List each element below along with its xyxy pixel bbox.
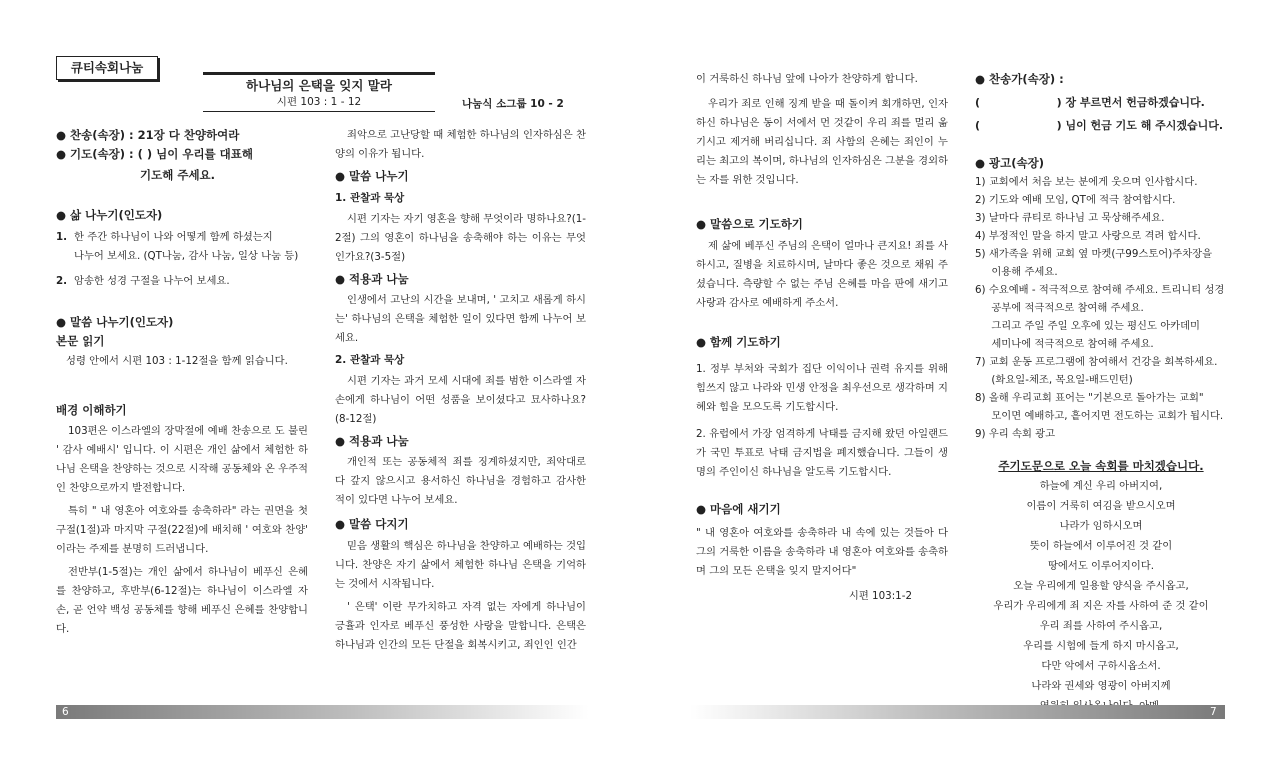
prayer-line: 다만 악에서 구하시옵소서. <box>1041 660 1161 672</box>
right-column-2 <box>975 70 1227 716</box>
group-label: 나눔식 소그룹 10 - 2 <box>462 98 564 110</box>
ad-item: 8) 올해 우리교회 표어는 "기본으로 돌아가는 교회" <box>975 392 1204 404</box>
life-q1-continued: 나누어 보세요. (QT나눔, 감사 나눔, 일상 나눔 등) <box>74 250 299 262</box>
right-footer-bar <box>690 705 1225 719</box>
together-heading: ● 함께 기도하기 <box>696 335 781 349</box>
prayer-line: 오늘 우리에게 일용할 양식을 주시옵고, <box>1013 580 1189 592</box>
lesson-title: 하나님의 은택을 잊지 말라 <box>246 78 392 93</box>
heart-reference: 시편 103:1-2 <box>848 590 912 602</box>
reading-text: 성령 안에서 시편 103 : 1-12절을 함께 읽습니다. <box>66 355 288 367</box>
left-column-2 <box>335 126 586 655</box>
prayer-line: 우리를 시험에 들게 하지 마시옵고, <box>1023 640 1179 652</box>
ad-item: (화요일-체조, 목요일-배드민턴) <box>975 374 1133 386</box>
apply-2-heading: ● 적용과 나눔 <box>335 434 409 448</box>
pray-heading: ● 말씀으로 기도하기 <box>696 217 803 231</box>
ad-item: 9) 우리 속회 광고 <box>975 428 1056 440</box>
word-heading: ● 말씀 나누기(인도자) <box>56 315 174 329</box>
heart-heading: ● 마음에 새기기 <box>696 502 781 516</box>
ad-item: 1) 교회에서 처음 보는 분에게 웃으며 인사합시다. <box>975 176 1198 188</box>
prayer-line: ● 기도(속장) : ( ) 님이 우리를 대표해 <box>56 147 253 161</box>
ad-item: 공부에 적극적으로 참여해 주세요. <box>975 302 1144 314</box>
ad-item: 6) 수요예배 - 적극적으로 참여해 주세요. 트리니티 성경 <box>975 284 1225 296</box>
closing-hymn-line-2: ( ) 님이 헌금 기도 해 주시겠습니다. <box>975 119 1224 132</box>
ads-list <box>975 173 1227 443</box>
prayer-line-2: 기도해 주세요. <box>140 168 216 182</box>
together-item-2: 2. 유럽에서 가장 엄격하게 낙태를 금지해 왔던 아일랜드가 국민 투표로 낙태 금지법을 폐지했습니다. 그들이 생명의 주인이신 하나님을 알도록 기도합시다. <box>696 428 948 478</box>
life-heading: ● 삶 나누기(인도자) <box>56 208 163 222</box>
life-q1-number: 1. <box>56 231 68 243</box>
observe-2-heading: 2. 관찰과 묵상 <box>335 354 405 366</box>
prayer-line: 하늘에 계신 우리 아버지여, <box>1039 480 1163 492</box>
life-q2 <box>56 272 308 291</box>
page-badge: 큐티속회나눔 <box>56 56 158 80</box>
resolve-paragraph-2: ' 은택' 이란 무가치하고 자격 없는 자에게 하나님이 긍휼과 인자로 베푸신 풍성한 사랑을 말합니다. 은택은 하나님과 인간의 모든 단절을 회복시키고, 죄인인 인간 <box>335 601 586 651</box>
lords-prayer <box>975 476 1227 716</box>
reading-heading: 본문 읽기 <box>56 334 105 348</box>
observe-1-text: 시편 기자는 자기 영혼을 향해 무엇이라 명하나요?(1-2절) 그의 영혼이 하나님을 송축해야 하는 이유는 무엇인가요?(3-5절) <box>335 213 586 263</box>
closing-hymn-heading: ● 찬송가(속장) : <box>975 72 1064 86</box>
ad-item: 세미나에 적극적으로 참여해 주세요. <box>975 338 1154 350</box>
right-page-number: 7 <box>1210 706 1217 718</box>
ad-item: 5) 새가족을 위해 교회 옆 마켓(구99스토어)주차장을 <box>975 248 1213 260</box>
lesson-subtitle: 시편 103 : 1 - 12 <box>276 96 362 108</box>
ad-item: 이용해 주세요. <box>975 266 1058 278</box>
ad-item: 3) 날마다 큐티로 하나님 고 묵상해주세요. <box>975 212 1165 224</box>
prayer-line: 뜻이 하늘에서 이루어진 것 같이 <box>1029 540 1173 552</box>
resolve-heading: ● 말씀 다지기 <box>335 517 409 531</box>
prayer-line: 이름이 거룩히 여김을 받으시오며 <box>1026 500 1176 512</box>
prayer-line: 나라와 권세와 영광이 아버지께 <box>1031 680 1171 692</box>
lesson-title-box <box>203 72 435 112</box>
ad-item: 4) 부정적인 말을 하지 말고 사랑으로 격려 합시다. <box>975 230 1201 242</box>
background-heading: 배경 이해하기 <box>56 403 127 417</box>
ad-item: 그리고 주일 주일 오후에 있는 평신도 아카데미 <box>975 320 1200 332</box>
resolve-paragraph-1: 믿음 생활의 핵심은 하나님을 찬양하고 예배하는 것입니다. 찬양은 자기 삶에서 체험한 하나님 은택을 기억하는 것에서 시작됩니다. <box>335 540 586 590</box>
left-column-1 <box>56 126 308 639</box>
ad-item: 2) 기도와 예배 모임, QT에 적극 참여합시다. <box>975 194 1176 206</box>
background-paragraph-1: 103편은 이스라엘의 장막절에 예배 찬송으로 도 불린 ' 감사 예배시' 입니다. 이 시편은 개인 삶에서 체험한 하나님 은택을 찬양하는 것으로 시작해 공동체와 온 우주적인 찬양으로까지 발전합니다. <box>56 425 308 494</box>
heart-verse: " 내 영혼아 여호와를 송축하라 내 속에 있는 것들아 다 그의 거룩한 이름을 송축하라 내 영혼아 여호와를 송축하며 그의 모든 은택을 잊지 말지어다" <box>696 527 948 577</box>
closing-hymn-line-1: ( ) 장 부르면서 헌금하겠습니다. <box>975 96 1205 109</box>
background-paragraph-3: 전반부(1-5절)는 개인 삶에서 하나님이 베푸신 은혜를 찬양하고, 후반부(6-12절)는 하나님이 이스라엘 자손, 곧 언약 백성 공동체를 향해 베푸신 은혜를 찬양합니다. <box>56 566 308 635</box>
pray-text: 제 삶에 베푸신 주님의 은택이 얼마나 큰지요! 죄를 사하시고, 질병을 치료하시며, 날마다 좋은 것으로 채워 주셨습니다. 측량할 수 없는 주님 은혜를 마음 판에 새기고 사랑과 감사로 예배하게 주소서. <box>696 240 948 309</box>
apply-1-heading: ● 적용과 나눔 <box>335 272 409 286</box>
col3-paragraph: 우리가 죄로 인해 징계 받을 때 돌이켜 회개하면, 인자하신 하나님은 동이 서에서 먼 것같이 우리 죄를 멀리 옮기시고 제거해 버리십니다. 죄 사함의 은혜는 죄인이 누리는 최고의 복이며, 하나님의 인자하심은 그분을 경외하는 자를 위한 것입니다. <box>696 98 948 186</box>
ads-heading: ● 광고(속장) <box>975 156 1044 170</box>
left-footer-bar <box>56 705 589 719</box>
life-q2-text: 암송한 성경 구절을 나누어 보세요. <box>74 275 230 287</box>
prayer-line: 나라가 임하시오며 <box>1059 520 1143 532</box>
together-item-1: 1. 정부 부처와 국회가 집단 이익이나 권력 유지를 위해 힘쓰지 않고 나라와 민생 안정을 최우선으로 생각하며 지혜와 힘을 모으도록 기도합시다. <box>696 363 948 413</box>
prayer-line: 우리가 우리에게 죄 지은 자를 사하여 준 것 같이 <box>993 600 1209 612</box>
left-page-number: 6 <box>62 706 69 718</box>
hymn-line: ● 찬송(속장) : 21장 다 찬양하여라 <box>56 128 240 142</box>
col2-intro: 죄악으로 고난당할 때 체험한 하나님의 인자하심은 찬양의 이유가 됩니다. <box>335 129 586 160</box>
prayer-line: 땅에서도 이루어지이다. <box>1047 560 1154 572</box>
share-heading: ● 말씀 나누기 <box>335 169 409 183</box>
life-q1 <box>56 228 308 247</box>
ad-item: 모이면 예배하고, 흩어지면 전도하는 교회가 됩시다. <box>975 410 1224 422</box>
observe-2-text: 시편 기자는 과거 모세 시대에 죄를 범한 이스라엘 자손에게 하나님이 어떤 성품을 보이셨다고 묘사하나요?(8-12절) <box>335 375 586 425</box>
observe-1-heading: 1. 관찰과 묵상 <box>335 192 405 204</box>
background-paragraph-2: 특히 " 내 영혼아 여호와를 송축하라" 라는 권면을 첫 구절(1절)과 마지막 구절(22절)에 배치해 ' 여호와 찬양' 이라는 주제를 분명히 드러냅니다. <box>56 505 308 555</box>
life-q1-text: 한 주간 하나님이 나와 어떻게 함께 하셨는지 <box>74 231 273 243</box>
apply-2-text: 개인적 또는 공동체적 죄를 징계하셨지만, 죄악대로 다 갚지 않으시고 용서하신 하나님을 경험하고 감사한 적이 있다면 나누어 보세요. <box>335 456 586 506</box>
col3-continued: 이 거룩하신 하나님 앞에 나아가 찬양하게 합니다. <box>696 73 918 85</box>
life-q2-number: 2. <box>56 275 68 287</box>
prayer-line: 우리 죄를 사하여 주시옵고, <box>1039 620 1163 632</box>
right-column-1 <box>696 70 948 606</box>
apply-1-text: 인생에서 고난의 시간을 보내며, ' 고치고 새롭게 하시는' 하나님의 은택을 체험한 일이 있다면 함께 나누어 보세요. <box>335 294 586 344</box>
ad-item: 7) 교회 운동 프로그램에 참여해서 건강을 회복하세요. <box>975 356 1218 368</box>
lords-prayer-heading: 주기도문으로 오늘 속회를 마치겠습니다. <box>998 459 1204 473</box>
